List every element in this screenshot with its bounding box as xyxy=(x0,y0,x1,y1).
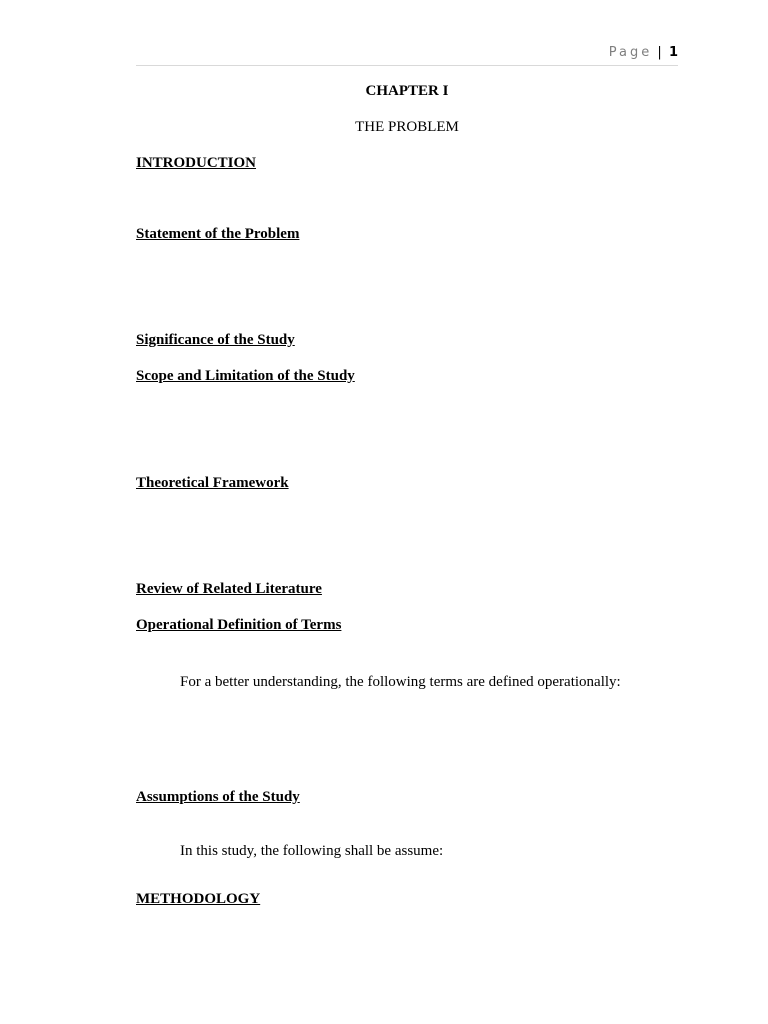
chapter-title: THE PROBLEM xyxy=(355,119,459,135)
page-number: 1 xyxy=(668,45,678,60)
section-operational-definition-of-terms: Operational Definition of Terms xyxy=(136,617,342,633)
page-label: Page xyxy=(608,45,653,60)
section-statement-of-the-problem: Statement of the Problem xyxy=(136,226,300,242)
page-number-indicator xyxy=(609,45,678,60)
page-header xyxy=(136,45,678,66)
section-scope-and-limitation: Scope and Limitation of the Study xyxy=(136,368,355,384)
section-methodology: METHODOLOGY xyxy=(136,891,261,907)
section-introduction: INTRODUCTION xyxy=(136,155,257,171)
section-theoretical-framework: Theoretical Framework xyxy=(136,475,289,491)
operational-definition-paragraph: For a better understanding, the following terms are defined operationally: xyxy=(180,674,621,690)
chapter-heading: CHAPTER I xyxy=(365,83,449,99)
assumptions-paragraph: In this study, the following shall be assume: xyxy=(180,843,444,859)
page-separator: | xyxy=(657,45,662,60)
section-significance-of-the-study: Significance of the Study xyxy=(136,332,295,348)
section-assumptions-of-the-study: Assumptions of the Study xyxy=(136,789,300,805)
section-review-of-related-literature: Review of Related Literature xyxy=(136,581,322,597)
